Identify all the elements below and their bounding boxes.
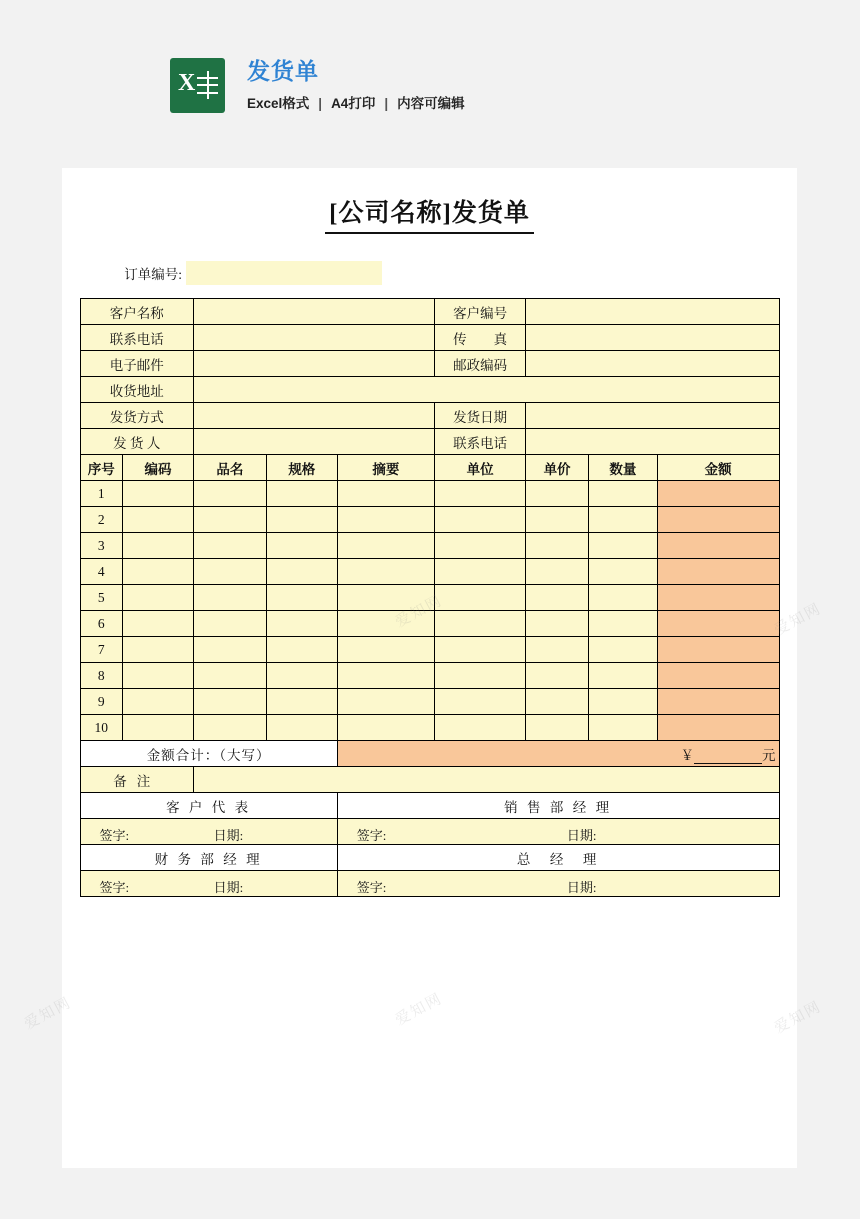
- info-label-email: 电子邮件: [80, 351, 193, 377]
- cell-unit[interactable]: [435, 481, 526, 507]
- table-row: [80, 663, 779, 689]
- row-index: 1: [80, 481, 123, 507]
- cell-price[interactable]: [526, 533, 589, 559]
- info-value-customer-code[interactable]: [526, 299, 779, 325]
- cell-amount[interactable]: [657, 715, 779, 741]
- page-header: [170, 58, 465, 113]
- info-value-email[interactable]: [193, 351, 434, 377]
- sign-label: 签字:: [99, 880, 130, 895]
- table-row: [80, 507, 779, 533]
- cell-summary[interactable]: [337, 663, 434, 689]
- cell-code[interactable]: [123, 663, 194, 689]
- cell-spec[interactable]: [266, 611, 337, 637]
- info-label-phone: 联系电话: [80, 325, 193, 351]
- cell-name[interactable]: [193, 611, 266, 637]
- info-label-postcode: 邮政编码: [435, 351, 526, 377]
- cell-qty[interactable]: [588, 715, 657, 741]
- signature-title-sales-manager: 销 售 部 经 理: [337, 793, 779, 819]
- cell-code[interactable]: [123, 507, 194, 533]
- document-title-text: [公司名称]发货单: [325, 193, 534, 234]
- cell-amount[interactable]: [657, 663, 779, 689]
- cell-code[interactable]: [123, 637, 194, 663]
- cell-unit[interactable]: [435, 689, 526, 715]
- cell-price[interactable]: [526, 689, 589, 715]
- cell-unit[interactable]: [435, 533, 526, 559]
- signature-title-finance-manager: 财 务 部 经 理: [80, 845, 337, 871]
- cell-summary[interactable]: [337, 533, 434, 559]
- cell-unit[interactable]: [435, 611, 526, 637]
- row-index: 9: [80, 689, 123, 715]
- row-index: 3: [80, 533, 123, 559]
- info-label-customer-name: 客户名称: [80, 299, 193, 325]
- watermark: 爱知网: [771, 998, 825, 1037]
- cell-amount[interactable]: [657, 533, 779, 559]
- cell-unit[interactable]: [435, 585, 526, 611]
- cell-name[interactable]: [193, 585, 266, 611]
- info-row: [80, 403, 779, 429]
- cell-name[interactable]: [193, 715, 266, 741]
- items-header-row: [80, 455, 779, 481]
- signature-body-row: [80, 819, 779, 845]
- column-header-spec: 规格: [266, 455, 337, 481]
- cell-unit[interactable]: [435, 559, 526, 585]
- info-value-shipper-phone[interactable]: [526, 429, 779, 455]
- table-row: [80, 637, 779, 663]
- table-row: [80, 611, 779, 637]
- signature-header-row: [80, 845, 779, 871]
- cell-code[interactable]: [123, 559, 194, 585]
- currency-symbol: ￥: [680, 747, 694, 763]
- table-row: [80, 715, 779, 741]
- table-row: [80, 559, 779, 585]
- cell-summary[interactable]: [337, 689, 434, 715]
- cell-summary[interactable]: [337, 637, 434, 663]
- signature-area-customer[interactable]: [80, 819, 337, 845]
- cell-qty[interactable]: [588, 689, 657, 715]
- subtitle-separator-2: |: [384, 96, 389, 111]
- cell-unit[interactable]: [435, 507, 526, 533]
- info-label-ship-method: 发货方式: [80, 403, 193, 429]
- cell-qty[interactable]: [588, 533, 657, 559]
- cell-amount[interactable]: [657, 637, 779, 663]
- column-header-name: 品名: [193, 455, 266, 481]
- cell-qty[interactable]: [588, 637, 657, 663]
- cell-spec[interactable]: [266, 585, 337, 611]
- row-index: 6: [80, 611, 123, 637]
- table-row: [80, 533, 779, 559]
- column-header-summary: 摘要: [337, 455, 434, 481]
- info-row: [80, 325, 779, 351]
- info-row: [80, 377, 779, 403]
- column-header-price: 单价: [526, 455, 589, 481]
- total-label: 金额合计：（大写）: [80, 741, 337, 767]
- info-row: [80, 429, 779, 455]
- date-label: 日期:: [213, 828, 244, 843]
- cell-spec[interactable]: [266, 481, 337, 507]
- watermark: 爱知网: [771, 600, 825, 639]
- order-number-label: 订单编号:: [124, 267, 182, 282]
- cell-name[interactable]: [193, 481, 266, 507]
- cell-code[interactable]: [123, 689, 194, 715]
- info-value-fax[interactable]: [526, 325, 779, 351]
- cell-spec[interactable]: [266, 689, 337, 715]
- row-index: 7: [80, 637, 123, 663]
- page-subtitle: [247, 97, 465, 111]
- watermark: 爱知网: [21, 994, 75, 1033]
- cell-amount[interactable]: [657, 611, 779, 637]
- info-label-shipper-phone: 联系电话: [435, 429, 526, 455]
- sign-label: 签字:: [356, 880, 387, 895]
- cell-spec[interactable]: [266, 715, 337, 741]
- info-row: [80, 299, 779, 325]
- excel-icon-grid: [197, 71, 218, 99]
- column-header-unit: 单位: [435, 455, 526, 481]
- cell-name[interactable]: [193, 507, 266, 533]
- subtitle-separator-1: |: [318, 96, 323, 111]
- document-sheet: [62, 168, 797, 1168]
- cell-unit[interactable]: [435, 637, 526, 663]
- cell-price[interactable]: [526, 559, 589, 585]
- cell-name[interactable]: [193, 663, 266, 689]
- cell-summary[interactable]: [337, 481, 434, 507]
- total-amount-blank: [694, 748, 762, 764]
- row-index: 4: [80, 559, 123, 585]
- date-label: 日期:: [213, 880, 244, 895]
- cell-price[interactable]: [526, 507, 589, 533]
- cell-summary[interactable]: [337, 507, 434, 533]
- order-number-input[interactable]: [186, 261, 382, 285]
- info-label-ship-date: 发货日期: [435, 403, 526, 429]
- row-index: 10: [80, 715, 123, 741]
- cell-summary[interactable]: [337, 611, 434, 637]
- page-title: 发货单: [247, 58, 319, 84]
- info-value-ship-date[interactable]: [526, 403, 779, 429]
- cell-qty[interactable]: [588, 611, 657, 637]
- cell-name[interactable]: [193, 637, 266, 663]
- cell-spec[interactable]: [266, 533, 337, 559]
- remark-label: 备注: [80, 767, 193, 793]
- cell-qty[interactable]: [588, 481, 657, 507]
- column-header-qty: 数量: [588, 455, 657, 481]
- row-index: 5: [80, 585, 123, 611]
- cell-qty[interactable]: [588, 507, 657, 533]
- signature-header-row: [80, 793, 779, 819]
- currency-unit: 元: [762, 747, 776, 763]
- cell-amount[interactable]: [657, 585, 779, 611]
- column-header-code: 编码: [123, 455, 194, 481]
- cell-price[interactable]: [526, 637, 589, 663]
- cell-name[interactable]: [193, 533, 266, 559]
- info-value-ship-method[interactable]: [193, 403, 434, 429]
- cell-spec[interactable]: [266, 637, 337, 663]
- cell-summary[interactable]: [337, 715, 434, 741]
- subtitle-editable: 内容可编辑: [397, 96, 465, 111]
- order-number-row: [62, 261, 797, 285]
- cell-qty[interactable]: [588, 559, 657, 585]
- cell-price[interactable]: [526, 663, 589, 689]
- cell-amount[interactable]: [657, 481, 779, 507]
- cell-amount[interactable]: [657, 559, 779, 585]
- excel-icon: [170, 58, 225, 113]
- signature-title-general-manager: 总 经 理: [337, 845, 779, 871]
- table-row: [80, 585, 779, 611]
- sign-label: 签字:: [99, 828, 130, 843]
- info-value-postcode[interactable]: [526, 351, 779, 377]
- cell-unit[interactable]: [435, 715, 526, 741]
- signature-area-sales-manager[interactable]: [337, 819, 779, 845]
- info-label-customer-code: 客户编号: [435, 299, 526, 325]
- table-row: [80, 481, 779, 507]
- total-amount-field[interactable]: [337, 741, 779, 767]
- delivery-form-table: [80, 298, 780, 897]
- remark-input[interactable]: [193, 767, 779, 793]
- cell-name[interactable]: [193, 559, 266, 585]
- row-index: 8: [80, 663, 123, 689]
- cell-spec[interactable]: [266, 507, 337, 533]
- info-label-fax: 传 真: [435, 325, 526, 351]
- cell-spec[interactable]: [266, 663, 337, 689]
- cell-code[interactable]: [123, 481, 194, 507]
- cell-spec[interactable]: [266, 559, 337, 585]
- row-index: 2: [80, 507, 123, 533]
- cell-code[interactable]: [123, 533, 194, 559]
- document-title: [62, 168, 797, 234]
- signature-title-customer: 客 户 代 表: [80, 793, 337, 819]
- cell-price[interactable]: [526, 585, 589, 611]
- info-value-phone[interactable]: [193, 325, 434, 351]
- cell-name[interactable]: [193, 689, 266, 715]
- cell-code[interactable]: [123, 715, 194, 741]
- info-row: [80, 351, 779, 377]
- cell-unit[interactable]: [435, 663, 526, 689]
- signature-area-finance-manager[interactable]: [80, 871, 337, 897]
- cell-price[interactable]: [526, 481, 589, 507]
- table-row: [80, 689, 779, 715]
- cell-summary[interactable]: [337, 559, 434, 585]
- cell-code[interactable]: [123, 585, 194, 611]
- remark-row: [80, 767, 779, 793]
- signature-body-row: [80, 871, 779, 897]
- cell-qty[interactable]: [588, 585, 657, 611]
- column-header-no: 序号: [80, 455, 123, 481]
- date-label: 日期:: [566, 880, 597, 895]
- cell-amount[interactable]: [657, 689, 779, 715]
- cell-code[interactable]: [123, 611, 194, 637]
- info-value-shipper[interactable]: [193, 429, 434, 455]
- signature-area-general-manager[interactable]: [337, 871, 779, 897]
- subtitle-print: A4打印: [331, 96, 376, 111]
- info-label-address: 收货地址: [80, 377, 193, 403]
- date-label: 日期:: [566, 828, 597, 843]
- sign-label: 签字:: [356, 828, 387, 843]
- column-header-amount: 金额: [657, 455, 779, 481]
- cell-summary[interactable]: [337, 585, 434, 611]
- total-row: [80, 741, 779, 767]
- cell-price[interactable]: [526, 715, 589, 741]
- cell-amount[interactable]: [657, 507, 779, 533]
- info-value-customer-name[interactable]: [193, 299, 434, 325]
- excel-icon-letter: X: [178, 70, 196, 96]
- cell-qty[interactable]: [588, 663, 657, 689]
- subtitle-format: Excel格式: [247, 96, 310, 111]
- info-value-address[interactable]: [193, 377, 779, 403]
- info-label-shipper: 发 货 人: [80, 429, 193, 455]
- cell-price[interactable]: [526, 611, 589, 637]
